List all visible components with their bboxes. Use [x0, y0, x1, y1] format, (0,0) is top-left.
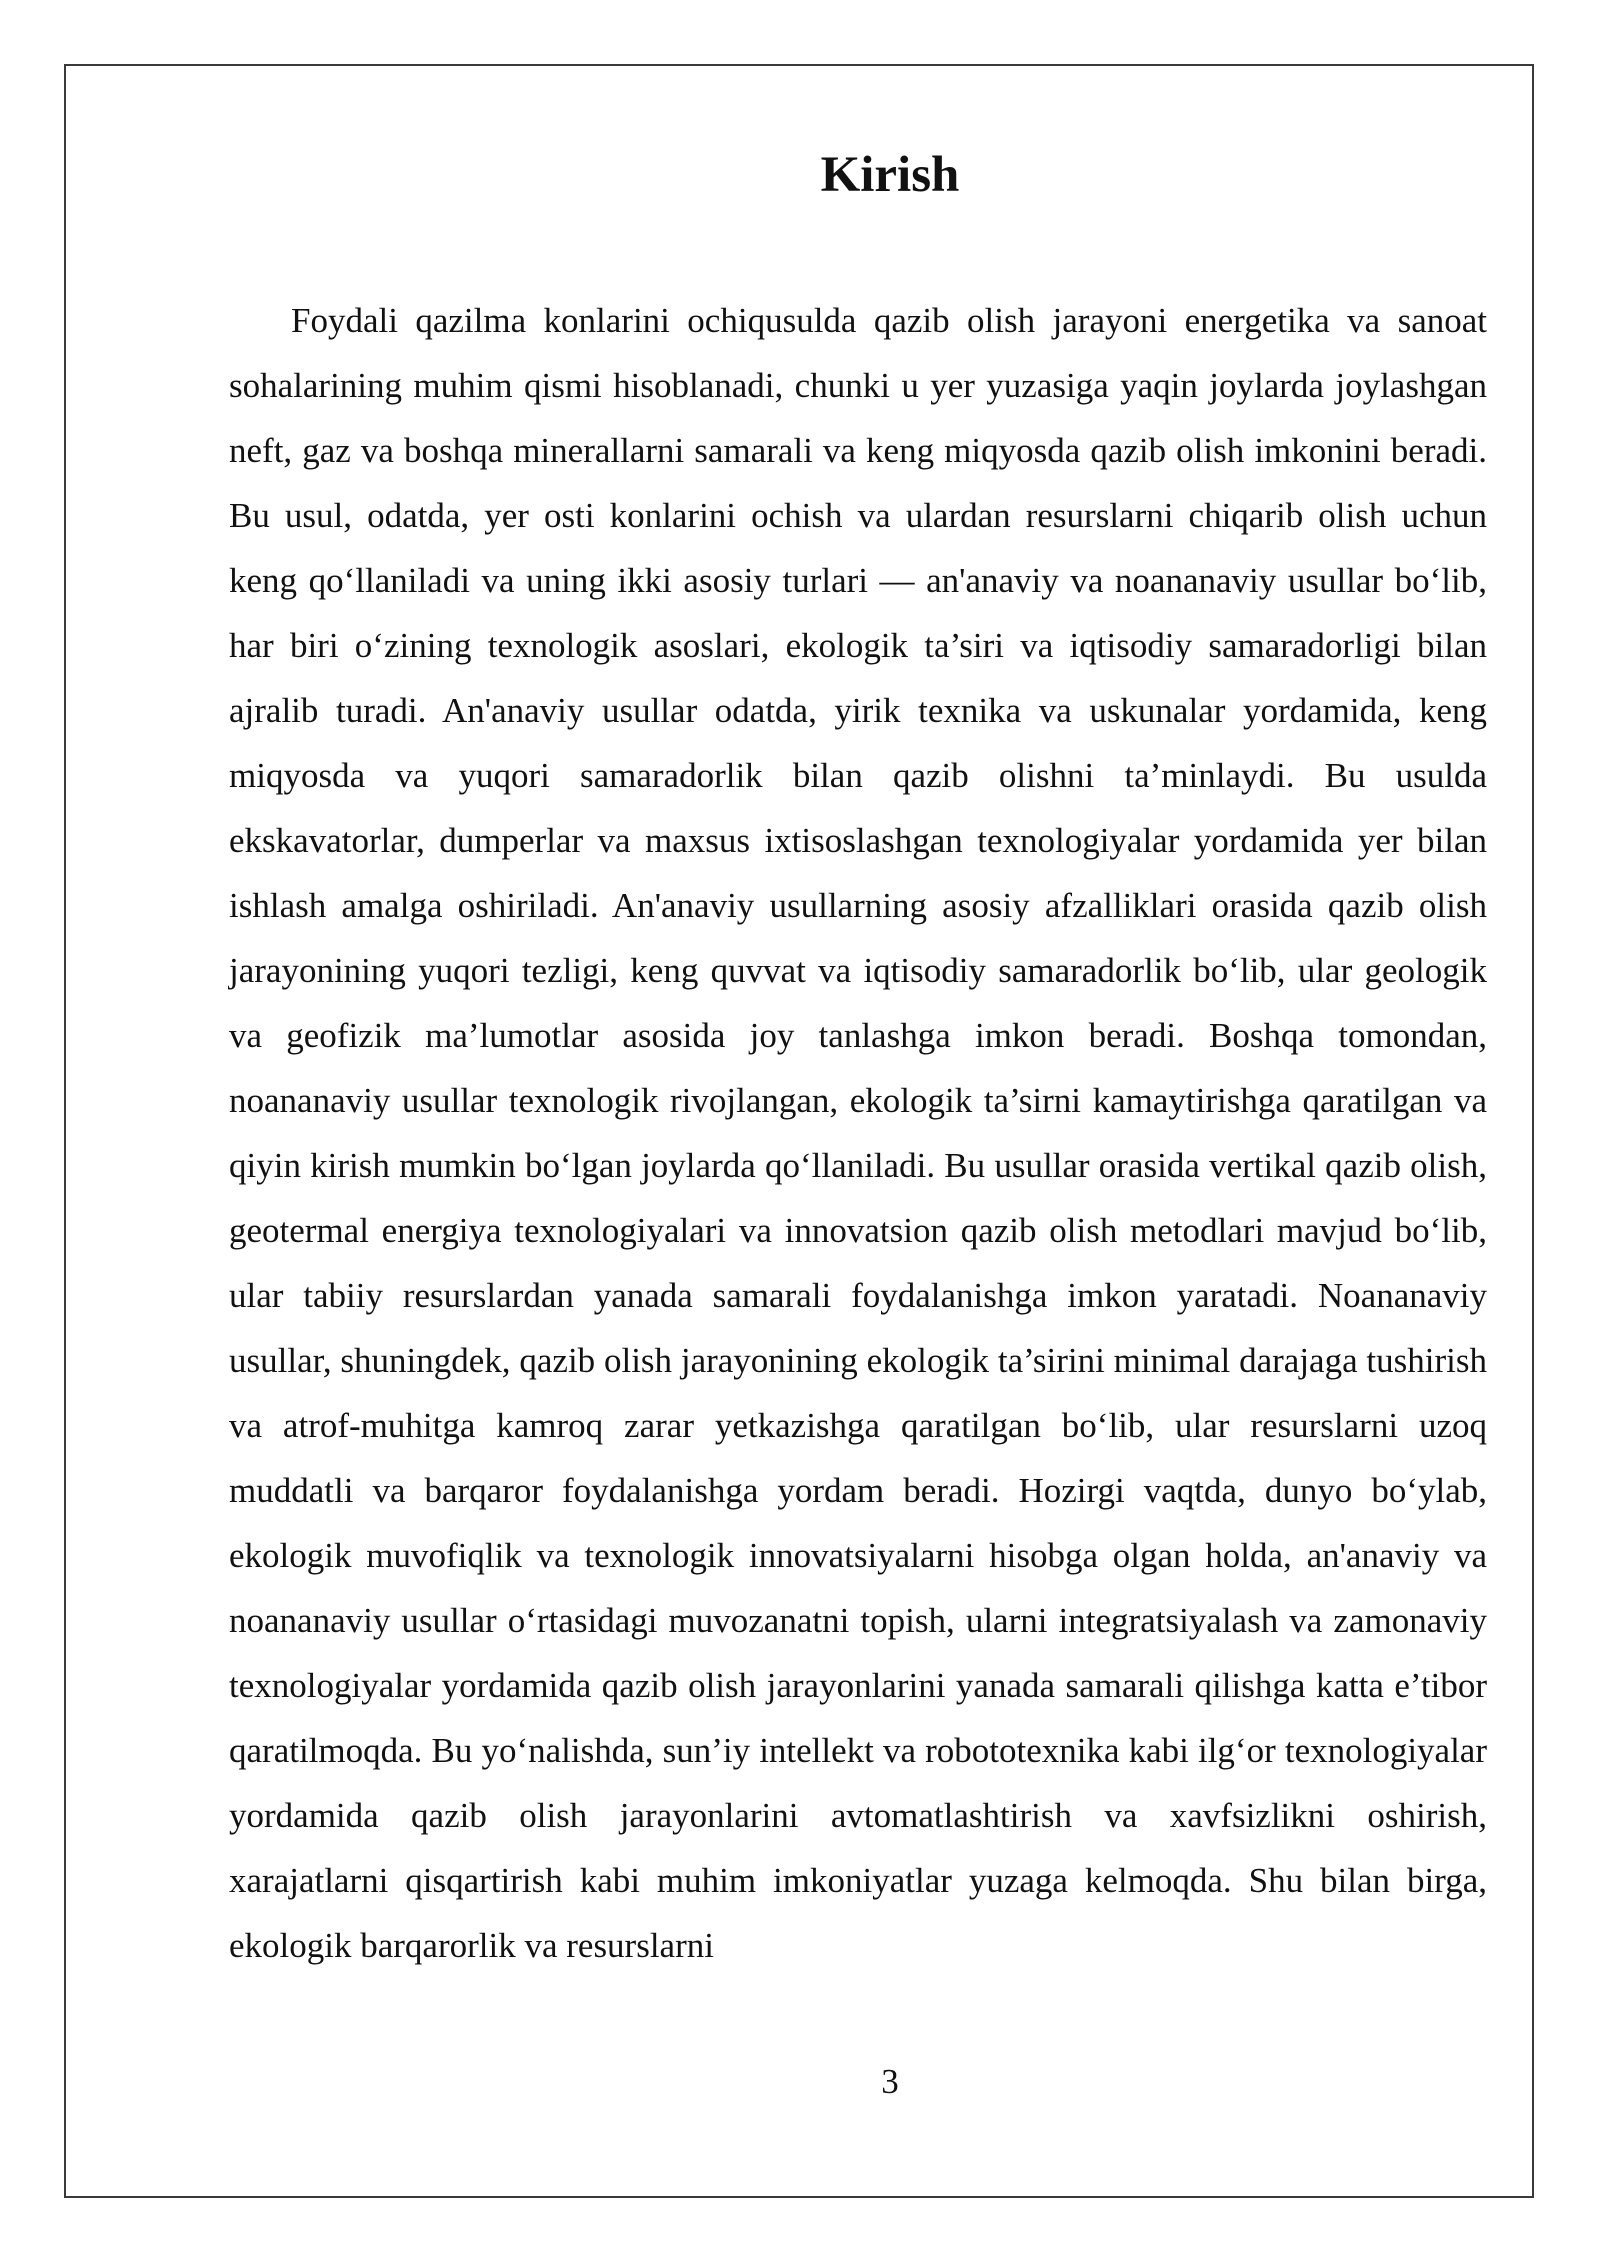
body-paragraph: Foydali qazilma konlarini ochiqusulda qazib olish jarayoni energetika va sanoat sohalarining muhim qismi hisoblanadi, chunki u yer yuzasiga yaqin joylarda joylashgan neft, gaz va boshqa minerallarni samarali va keng miqyosda qazib olish imkonini beradi. Bu usul, odatda, yer osti konlarini ochish va ulardan resurslarni chiqarib olish uchun keng qo‘llaniladi va uning ikki asosiy turlari — an'anaviy va noananaviy usullar bo‘lib, har biri o‘zining texnologik asoslari, ekologik ta’siri va iqtisodiy samaradorligi bilan ajralib turadi. An'anaviy usullar odatda, yirik texnika va uskunalar yordamida, keng miqyosda va yuqori samaradorlik bilan qazib olishni ta’minlaydi. Bu usulda ekskavatorlar, dumperlar va maxsus ixtisoslashgan texnologiyalar yordamida yer bilan ishlash amalga oshiriladi. An'anaviy usullarning asosiy afzalliklari orasida qazib olish jarayonining yuqori tezligi, keng quvvat va iqtisodiy samaradorlik bo‘lib, ular geologik va geofizik ma’lumotlar asosida joy tanlashga imkon beradi. Boshqa tomondan, noananaviy usullar texnologik rivojlangan, ekologik ta’sirni kamaytirishga qaratilgan va qiyin kirish mumkin bo‘lgan joylarda qo‘llaniladi. Bu usullar orasida vertikal qazib olish, geotermal energiya texnologiyalari va innovatsion qazib olish metodlari mavjud bo‘lib, ular tabiiy resurslardan yanada samarali foydalanishga imkon yaratadi. Noananaviy usullar, shuningdek, qazib olish jarayonining ekologik ta’sirini minimal darajaga tushirish va atrof-muhitga kamroq zarar yetkazishga qaratilgan bo‘lib, ular resurslarni uzoq muddatli va barqaror foydalanishga yordam beradi. Hozirgi vaqtda, dunyo bo‘ylab, ekologik muvofiqlik va texnologik innovatsiyalarni hisobga olgan holda, an'anaviy va noananaviy usullar o‘rtasidagi muvozanatni topish, ularni integratsiyalash va zamonaviy texnologiyalar yordamida qazib olish jarayonlarini yanada samarali qilishga katta e’tibor qaratilmoqda. Bu yo‘nalishda, sun’iy intellekt va robototexnika kabi ilg‘or texnologiyalar yordamida qazib olish jarayonlarini avtomatlashtirish va xavfsizlikni oshirish, xarajatlarni qisqartirish kabi muhim imkoniyatlar yuzaga kelmoqda. Shu bilan birga, ekologik barqarorlik va resurslarni	[229, 301, 1487, 1965]
page-title: Kirish	[820, 147, 960, 203]
page-number: 3	[881, 2062, 899, 2101]
